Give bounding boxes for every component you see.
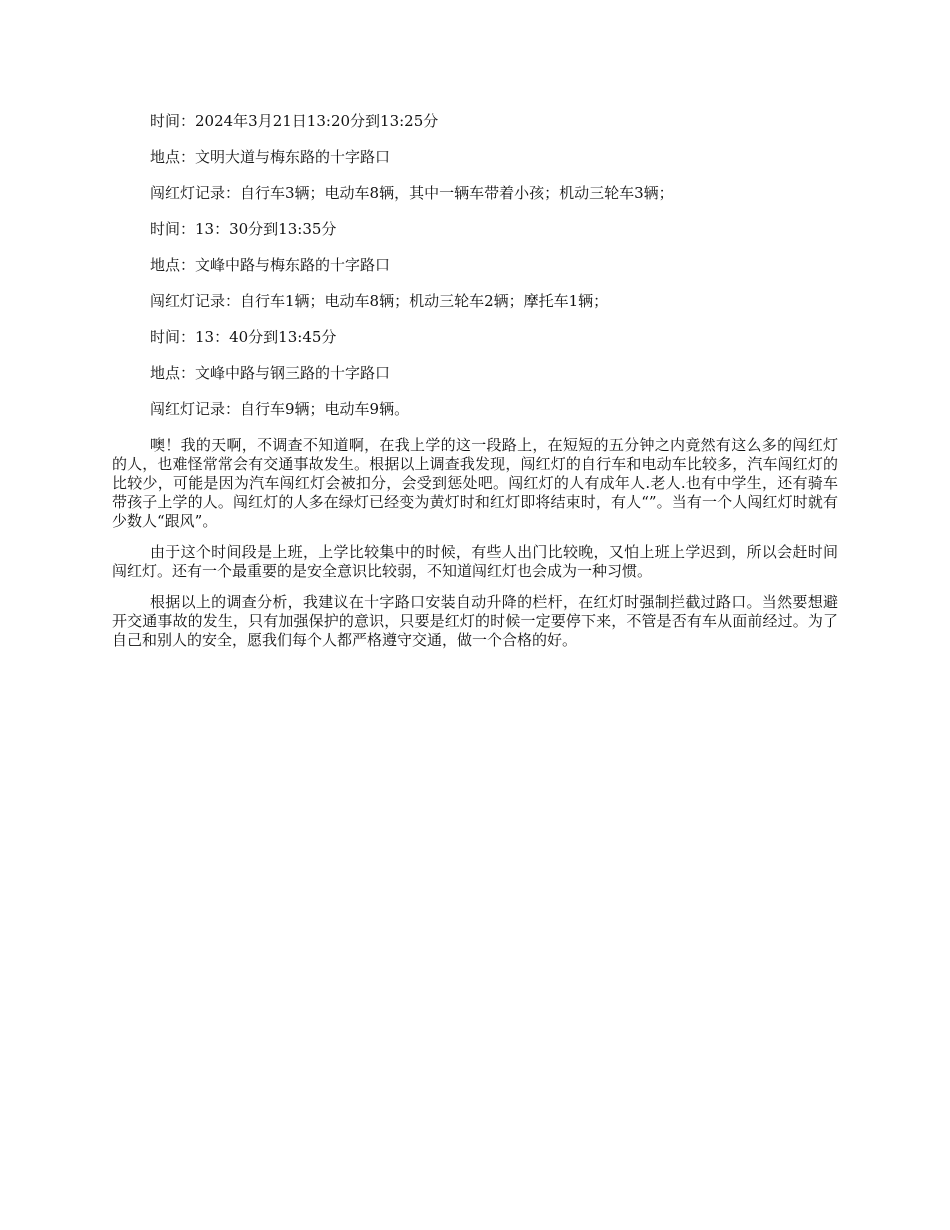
record-violations: 闯红灯记录：自行车1辆；电动车8辆；机动三轮车2辆；摩托车1辆；: [150, 292, 609, 310]
suggestion-paragraph: 根据以上的调查分析，我建议在十字路口安装自动升降的栏杆，在红灯时强制拦截过路口。当然要想避开交通事故的发生，只有加强保护的意识，只要是红灯的时候一定要停下来，不管是否有车从面前经过。为了自己和别人的安全，愿我们每个人都严格遵守交通，做一个合格的好。: [112, 593, 838, 649]
record-time: 时间：13：30分到13:35分: [150, 220, 337, 238]
record-violations: 闯红灯记录：自行车9辆；电动车9辆。: [150, 400, 410, 418]
survey-record-1: [112, 112, 838, 203]
document-page: [112, 112, 838, 662]
record-time: 时间：13：40分到13:45分: [150, 328, 337, 346]
reason-paragraph: 由于这个时间段是上班，上学比较集中的时候，有些人出门比较晚，又怕上班上学迟到，所以会赶时间闯红灯。还有一个最重要的是安全意识比较弱，不知道闯红灯也会成为一种习惯。: [112, 543, 838, 580]
analysis-paragraph: 噢！我的天啊，不调查不知道啊，在我上学的这一段路上，在短短的五分钟之内竟然有这么多的闯红灯的人，也难怪常常会有交通事故发生。根据以上调查我发现，闯红灯的自行车和电动车比较多，汽车闯红灯的比较少，可能是因为汽车闯红灯会被扣分，会受到惩处吧。闯红灯的人有成年人.老人.也有中学生，还有骑车带孩子上学的人。闯红灯的人多在绿灯已经变为黄灯时和红灯即将结束时，有人“”。当有一个人闯红灯时就有少数人“跟风”。: [112, 436, 838, 530]
record-violations: 闯红灯记录：自行车3辆；电动车8辆，其中一辆车带着小孩；机动三轮车3辆；: [150, 184, 674, 202]
survey-record-3: [112, 328, 838, 419]
record-location: 地点：文峰中路与梅东路的十字路口: [150, 256, 391, 274]
record-location: 地点：文峰中路与钢三路的十字路口: [150, 364, 391, 382]
record-time: 时间：2024年3月21日13:20分到13:25分: [150, 112, 439, 130]
survey-record-2: [112, 220, 838, 311]
record-location: 地点：文明大道与梅东路的十字路口: [150, 148, 391, 166]
